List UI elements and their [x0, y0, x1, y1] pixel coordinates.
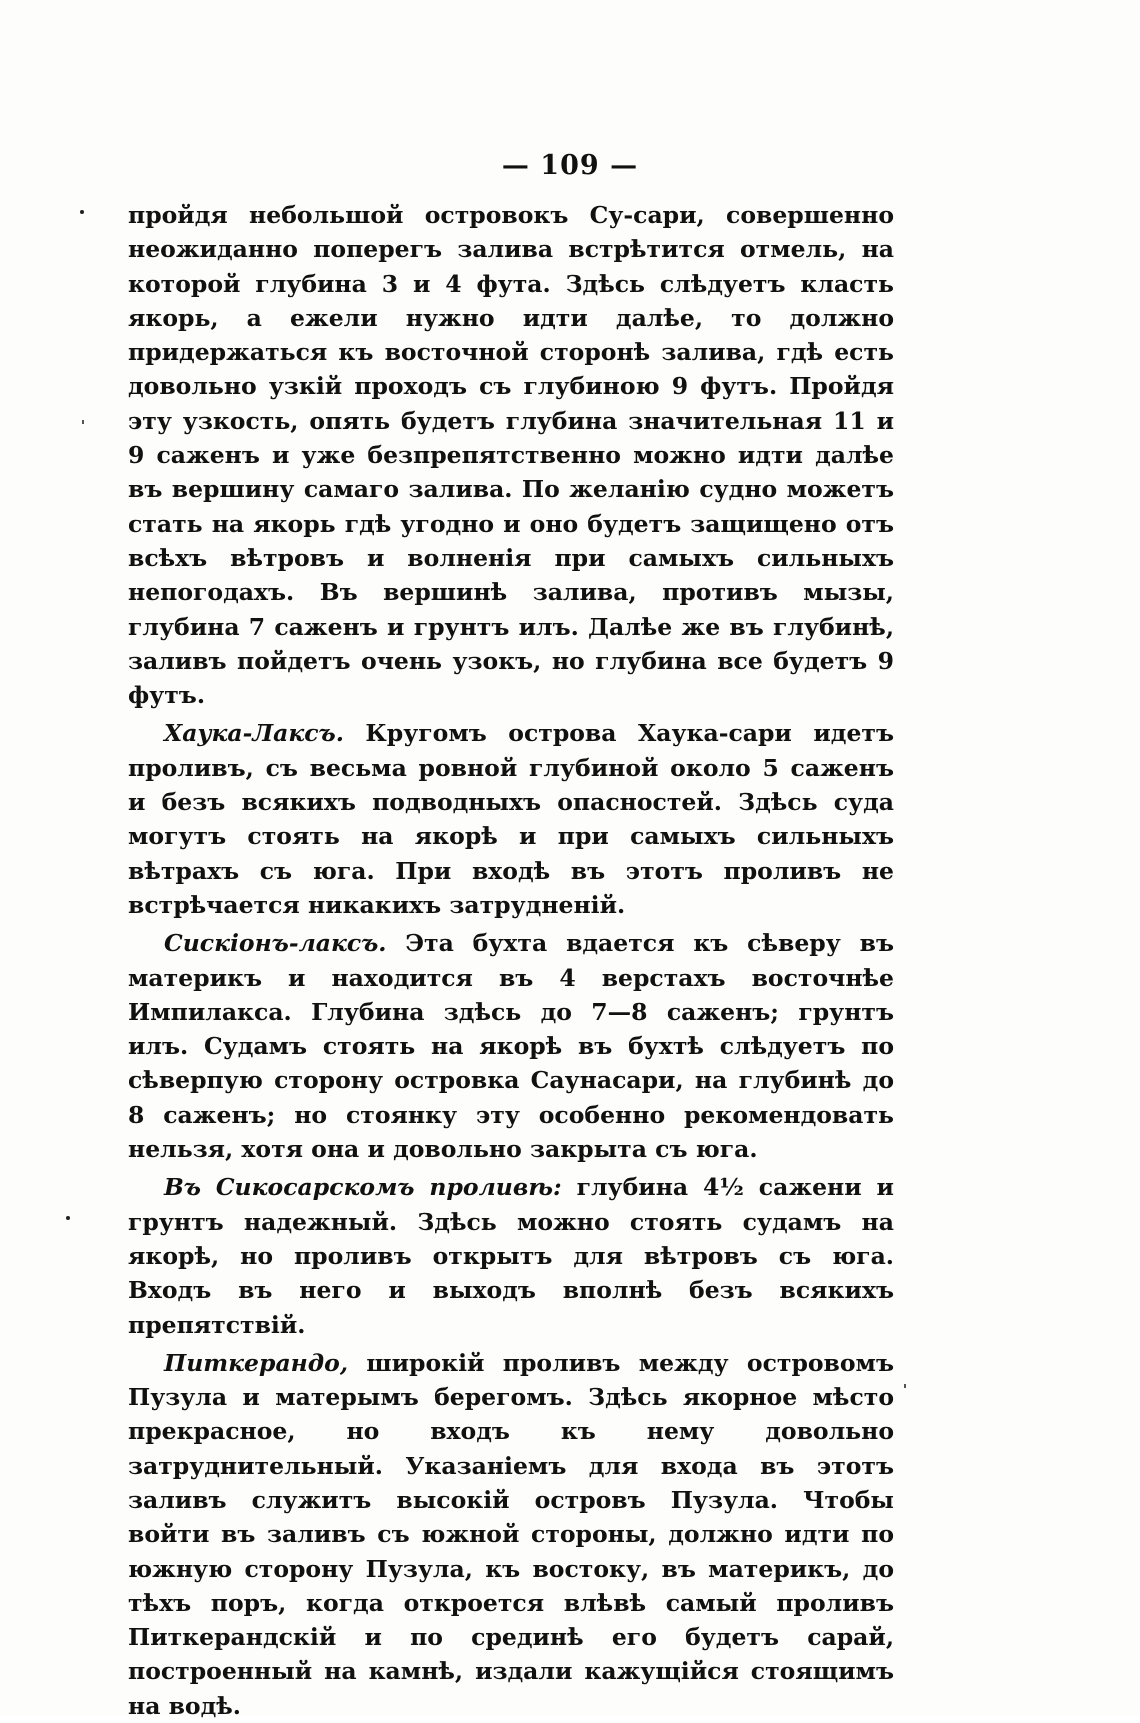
- paragraph-heading: Питкерандо,: [164, 1348, 348, 1377]
- scan-speck: [904, 1384, 906, 1388]
- paragraph-text: пройдя небольшой островокъ Су-сари, совершенно неожиданно поперегъ залива встрѣтится отмель, на которой глубина 3 и 4 фута. Здѣсь слѣдуетъ класть якорь, а ежели нужно идти далѣе, то должно придержаться къ восточной сторонѣ залива, гдѣ есть довольно узкій проходъ съ глубиною 9 футъ. Пройдя эту узкость, опять будетъ глубина значительная 11 и 9 саженъ и уже безпрепятственно можно идти далѣе въ вершину самаго залива. По желанію судно можетъ стать на якорь гдѣ угодно и оно будетъ защищено отъ всѣхъ вѣтровъ и волненія при самыхъ сильныхъ непогодахъ. Въ вершинѣ залива, противъ мызы, глубина 7 саженъ и грунтъ илъ. Далѣе же въ глубинѣ, заливъ пойдетъ очень узокъ, но глубина все будетъ 9 футъ.: [128, 201, 894, 710]
- paragraph-sikosari-strait: [128, 1170, 894, 1341]
- scan-speck: [66, 1216, 70, 1220]
- scan-speck: [80, 210, 84, 214]
- paragraph-continuation: [128, 198, 894, 712]
- page-number: — 109 —: [501, 150, 639, 181]
- paragraph-text: Кругомъ острова Хаука-сари идетъ проливъ, съ весьма ровной глубиной около 5 саженъ и безъ всякихъ подводныхъ опасностей. Здѣсь суда могутъ стоять на якорѣ и при самыхъ сильныхъ вѣтрахъ съ юга. При входѣ въ этотъ проливъ не встрѣчается никакихъ затрудненій.: [128, 719, 894, 919]
- paragraph-text: Эта бухта вдается къ сѣверу въ материкъ и находится въ 4 верстахъ восточнѣе Импилакса. Глубина здѣсь до 7—8 саженъ; грунтъ илъ. Судамъ стоять на якорѣ въ бухтѣ слѣдуетъ по сѣверпую сторону островка Саунасари, на глубинѣ до 8 саженъ; но стоянку эту особенно рекомендовать нельзя, хотя она и довольно закрыта съ юга.: [128, 929, 894, 1164]
- paragraph-siskion-laks: [128, 926, 894, 1166]
- scan-speck: [82, 420, 84, 424]
- body-text: [128, 198, 894, 1723]
- paragraph-heading: Въ Сикосарскомъ проливѣ:: [164, 1173, 562, 1202]
- paragraph-pitkerando: [128, 1346, 894, 1723]
- paragraph-hauka-laks: [128, 716, 894, 922]
- paragraph-heading: Сискіонъ-лаксъ.: [164, 929, 387, 958]
- paragraph-text: широкій проливъ между островомъ Пузула и матерымъ берегомъ. Здѣсь якорное мѣсто прекрасное, но входъ къ нему довольно затруднительный. Указаніемъ для входа въ этотъ заливъ служитъ высокій островъ Пузула. Чтобы войти въ заливъ съ южной стороны, должно идти по южную сторону Пузула, къ востоку, въ материкъ, до тѣхъ поръ, когда откроется влѣвѣ самый проливъ Питкерандскій и по срединѣ его будетъ сарай, построенный на камнѣ, издали кажущійся стоящимъ на водѣ.: [128, 1348, 894, 1720]
- paragraph-heading: Хаука-Лаксъ.: [164, 719, 344, 748]
- paragraph-text: глубина 4½ сажени и грунтъ надежный. Здѣсь можно стоять судамъ на якорѣ, но проливъ открытъ для вѣтровъ съ юга. Входъ въ него и выходъ вполнѣ безъ всякихъ препятствій.: [128, 1173, 894, 1339]
